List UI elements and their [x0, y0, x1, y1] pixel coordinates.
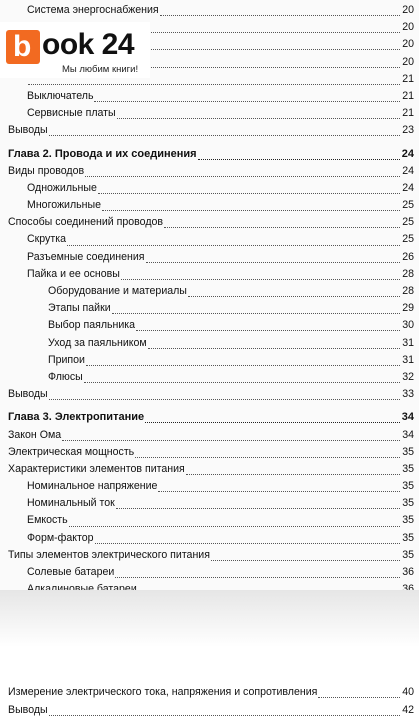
toc-entry-title: Система энергоснабжения	[27, 4, 159, 16]
logo-tagline: Мы любим книги!	[62, 64, 139, 75]
toc-page-number: 20	[402, 55, 414, 68]
toc-entry-title: Припои	[48, 353, 85, 366]
toc-entry-row[interactable]	[8, 564, 414, 581]
toc-page-number: 40	[402, 686, 414, 699]
toc-page-number: 35	[402, 514, 414, 527]
dot-leader	[112, 303, 400, 314]
toc-page-number: 21	[402, 107, 414, 120]
dot-leader	[49, 705, 400, 716]
dot-leader	[198, 149, 400, 160]
toc-entry-row[interactable]	[8, 427, 414, 444]
toc-chapter-row[interactable]	[8, 146, 414, 163]
toc-page-number: 35	[402, 497, 414, 510]
toc-page-number: 25	[402, 216, 414, 229]
dot-leader	[158, 481, 400, 492]
toc-entry-title: Емкость	[27, 514, 68, 527]
toc-entry-row[interactable]	[8, 530, 414, 547]
toc-entry-title: Закон Ома	[8, 428, 62, 441]
toc-entry-title: Измерение электрического тока, напряжения и сопротивления	[8, 686, 318, 699]
dot-leader	[115, 567, 400, 578]
toc-entry-row[interactable]	[8, 266, 414, 283]
toc-page-number: 35	[402, 480, 414, 493]
toc-entry-title: Солевые батареи	[27, 566, 115, 578]
dot-leader	[49, 125, 400, 136]
toc-entry-title: Номинальный ток	[27, 497, 115, 510]
toc-page-number: 42	[402, 703, 414, 716]
book24-logo[interactable]	[0, 22, 150, 78]
toc-entry-title: Выбор паяльника	[48, 319, 136, 332]
toc-entry-title: Форм-фактор	[27, 531, 94, 544]
toc-entry-row[interactable]	[8, 249, 414, 266]
toc-page-number: 21	[402, 89, 414, 102]
toc-entry-title: Скрутка	[27, 233, 66, 246]
toc-page-number: 34	[402, 428, 414, 441]
logo-mark: b	[6, 30, 40, 64]
dot-leader	[86, 355, 400, 366]
toc-page-number: 20	[402, 21, 414, 34]
toc-page-number: 32	[402, 370, 414, 383]
dot-leader	[94, 91, 400, 102]
dot-leader	[98, 183, 400, 194]
dot-leader	[49, 389, 400, 400]
dot-leader	[102, 200, 400, 211]
dot-leader	[85, 166, 400, 177]
toc-page-number: 36	[402, 566, 414, 578]
toc-entry-title: Этапы пайки	[48, 302, 111, 315]
dot-leader	[62, 430, 400, 441]
toc-entry-row[interactable]	[8, 231, 414, 248]
toc-entry-row[interactable]	[8, 300, 414, 317]
toc-entry-row[interactable]	[8, 495, 414, 512]
toc-page-number: 21	[402, 72, 414, 85]
toc-page-number: 28	[402, 285, 414, 297]
page-shadow	[0, 590, 419, 685]
toc-entry-title: Выводы	[8, 388, 48, 401]
dot-leader	[69, 516, 400, 527]
toc-entry-title: Сервисные платы	[27, 107, 116, 120]
dot-leader	[188, 286, 400, 297]
toc-page-number: 33	[402, 388, 414, 401]
toc-page-number: 35	[402, 462, 414, 475]
toc-entry-title: Виды проводов	[8, 164, 85, 177]
toc-entry-row[interactable]	[8, 444, 414, 461]
toc-entry-row[interactable]	[8, 180, 414, 197]
dot-leader	[145, 412, 400, 423]
toc-entry-title: Выводы	[8, 703, 48, 716]
toc-entry-row[interactable]	[8, 317, 414, 334]
dot-leader	[318, 687, 400, 698]
toc-entry-title: Глава 3. Электропитание	[8, 411, 145, 424]
toc-entry-row[interactable]	[8, 369, 414, 386]
toc-page-number: 24	[401, 147, 414, 160]
dot-leader	[95, 533, 400, 544]
toc-entry-title: Характеристики элементов питания	[8, 462, 185, 475]
toc-page-number: 35	[402, 548, 414, 561]
toc-entry-row[interactable]	[8, 478, 414, 495]
dot-leader	[136, 320, 400, 331]
dot-leader	[160, 5, 400, 16]
dot-leader	[164, 217, 400, 228]
toc-entry-row[interactable]	[8, 461, 414, 478]
toc-page-number: 25	[402, 233, 414, 246]
toc-entry-title: Пайка и ее основы	[27, 267, 120, 280]
logo-wordmark: ook 24	[42, 28, 135, 61]
toc-entry-row[interactable]	[8, 88, 414, 105]
toc-entry-row[interactable]	[8, 163, 414, 180]
toc-entry-title: Оборудование и материалы	[48, 285, 187, 297]
toc-entry-title: Электрическая мощность	[8, 445, 135, 458]
toc-entry-title: Выводы	[8, 124, 48, 137]
toc-page-number: 31	[402, 353, 414, 366]
toc-page-number: 26	[402, 250, 414, 263]
dot-leader	[211, 550, 400, 561]
dot-leader	[148, 338, 400, 349]
dot-leader	[67, 235, 400, 246]
toc-entry-title: Одножильные	[27, 181, 97, 194]
toc-entry-row[interactable]	[8, 547, 414, 564]
toc-page-number: 29	[402, 302, 414, 315]
toc-page-number: 28	[402, 267, 414, 280]
dot-leader	[146, 252, 400, 263]
toc-entry-title: Типы элементов электрического питания	[8, 548, 210, 561]
toc-entry-row[interactable]	[8, 684, 414, 701]
toc-entry-title: Номинальное напряжение	[27, 480, 158, 493]
toc-entry-row[interactable]	[8, 386, 414, 403]
toc-entry-row[interactable]	[8, 512, 414, 529]
toc-page-number: 35	[402, 445, 414, 458]
toc-entry-title: Способы соединений проводов	[8, 216, 164, 229]
toc-entry-row[interactable]	[8, 214, 414, 231]
toc-page-number: 20	[402, 4, 414, 16]
dot-leader	[116, 498, 400, 509]
toc-entry-title: Разъемные соединения	[27, 250, 145, 263]
toc-entry-row[interactable]	[8, 352, 414, 369]
dot-leader	[84, 372, 400, 383]
toc-page-number: 23	[402, 124, 414, 137]
dot-leader	[117, 108, 400, 119]
toc-entry-row[interactable]	[8, 105, 414, 122]
toc-page-number: 20	[402, 38, 414, 51]
toc-entry-row[interactable]	[8, 335, 414, 352]
dot-leader	[135, 447, 400, 458]
toc-page-number: 24	[402, 181, 414, 194]
dot-leader	[121, 269, 400, 280]
toc-entry-title: Флюсы	[48, 370, 83, 383]
toc-entry-row[interactable]	[8, 122, 414, 139]
toc-entry-row[interactable]	[8, 197, 414, 214]
toc-entry-title: Глава 2. Провода и их соединения	[8, 147, 197, 160]
toc-entry-row[interactable]	[8, 283, 414, 300]
toc-page-number: 34	[401, 411, 414, 424]
toc-page-number: 31	[402, 336, 414, 349]
toc-entry-title: Многожильные	[27, 199, 102, 212]
toc-chapter-row[interactable]	[8, 409, 414, 426]
toc-page-number: 25	[402, 199, 414, 212]
toc-page-number: 24	[402, 164, 414, 177]
toc-entry-row[interactable]	[8, 702, 414, 719]
toc-page-number: 30	[402, 319, 414, 332]
toc-page-number: 35	[402, 531, 414, 544]
dot-leader	[186, 464, 400, 475]
toc-entry-title: Уход за паяльником	[48, 336, 147, 349]
toc-entry-title: Выключатель	[27, 89, 94, 102]
toc-entry-row[interactable]	[8, 2, 414, 19]
